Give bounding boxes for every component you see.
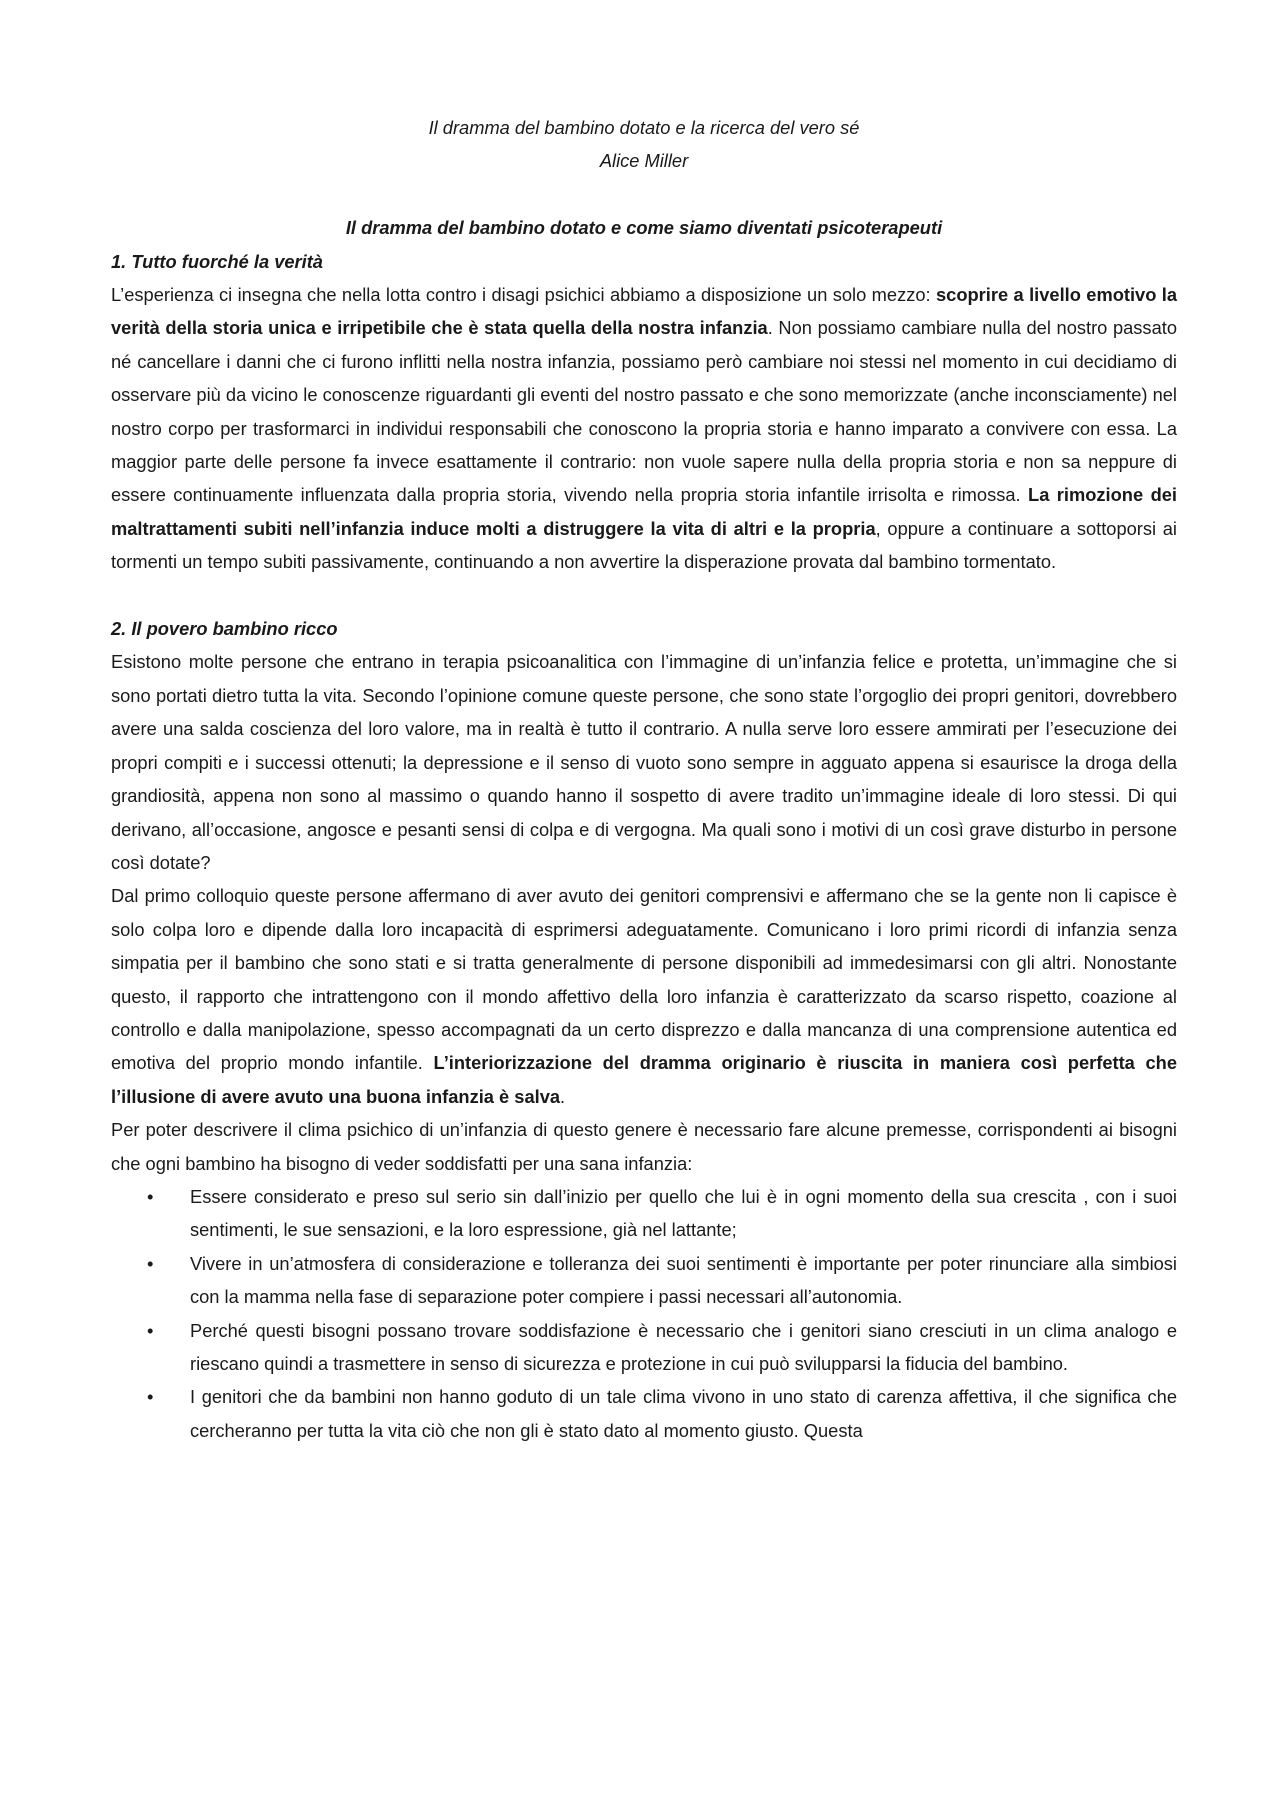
section-heading: 2. Il povero bambino ricco [111, 618, 338, 640]
bullet-list [111, 1180, 1177, 1447]
text-run: . [560, 1085, 566, 1107]
paragraph [111, 278, 1177, 579]
list-item-text: I genitori che da bambini non hanno goduto di un tale clima vivono in uno stato di carenza affettiva, il che significa che cercheranno per tutta la vita ciò che non gli è stato dato al momento giusto. Questa [190, 1386, 1177, 1441]
text-run: Dal primo colloquio queste persone affermano di aver avuto dei genitori comprensivi e affermano che se la gente non li capisce è solo colpa loro e dipende dalla loro incapacità di esprimersi adeguatamente. Comunicano i loro primi ricordi di infanzia senza simpatia per il bambino che sono stati e si tratta generalmente di persone disponibili ad immedesimarsi con gli altri. Nonostante questo, il rapporto che intrattengono con il mondo affettivo della loro infanzia è caratterizzato da scarso rispetto, coazione al controllo e dalla manipolazione, spesso accompagnati da un certo disprezzo e dalla mancanza di una comprensione autentica ed emotiva del proprio mondo infantile. [111, 885, 1177, 1074]
bullet-icon: • [147, 1319, 154, 1341]
bullet-icon: • [147, 1252, 154, 1274]
spacer [111, 178, 1177, 211]
text-run: , oppure a continuare a sottoporsi ai tormenti un tempo subiti passivamente, continuando a non avvertire la disperazione provata dal bambino tormentato. [111, 517, 1177, 573]
document-title: Il dramma del bambino dotato e la ricerca del vero sé [428, 117, 860, 138]
bullet-icon: • [147, 1185, 154, 1207]
paragraph [111, 645, 1177, 879]
bullet-icon: • [147, 1386, 154, 1408]
spacer [111, 579, 1177, 612]
chapter-title: Il dramma del bambino dotato e come siamo diventati psicoterapeuti [345, 217, 943, 239]
text-run: . Non possiamo cambiare nulla del nostro passato né cancellare i danni che ci furono inflitti nella nostra infanzia, possiamo però cambiare noi stessi nel momento in cui decidiamo di osservare più da vicino le conoscenze riguardanti gli eventi del nostro passato e che sono memorizzate (anche inconsciamente) nel nostro corpo per trasformarci in individui responsabili che conoscono la propria storia e hanno imparato a convivere con essa. La maggior parte delle persone fa invece esattamente il contrario: non vuole sapere nulla della propria storia e non sa neppure di essere continuamente influenzata dalla propria storia, vivendo nella propria storia infantile irrisolta e rimossa. [111, 317, 1177, 506]
bold-text: scoprire a livello emotivo la verità della storia unica e irripetibile che è stata quella della nostra infanzia [111, 284, 1178, 339]
document-page [111, 111, 1177, 1447]
bold-text: L’interiorizzazione del dramma originario è riuscita in maniera così perfetta che l’illusione di avere avuto una buona infanzia è salva [111, 1052, 1178, 1107]
list-item [111, 1180, 1177, 1247]
list-item-text: Vivere in un’atmosfera di considerazione e tolleranza dei suoi sentimenti è importante per poter rinunciare alla simbiosi con la mamma nella fase di separazione poter compiere i passi necessari all’autonomia. [190, 1252, 1177, 1308]
list-item-text: Perché questi bisogni possano trovare soddisfazione è necessario che i genitori siano cresciuti in un clima analogo e riescano quindi a trasmettere in senso di sicurezza e protezione in cui può svilupparsi la fiducia del bambino. [190, 1319, 1177, 1374]
text-run: Esistono molte persone che entrano in terapia psicoanalitica con l’immagine di un’infanzia felice e protetta, un’immagine che si sono portati dietro tutta la vita. Secondo l’opinione comune queste persone, che sono state l’orgoglio dei propri genitori, dovrebbero avere una salda coscienza del loro valore, ma in realtà è tutto il contrario. A nulla serve loro essere ammirati per l’esecuzione dei propri compiti e i successi ottenuti; la depressione e il senso di vuoto sono sempre in agguato appena si esaurisce la droga della grandiosità, appena non sono al massimo o quando hanno il sospetto di avere tradito un’immagine ideale di loro stessi. Di qui derivano, all’occasione, angosce e pesanti sensi di colpa e di vergogna. Ma quali sono i motivi di un così grave disturbo in persone così dotate? [111, 651, 1177, 873]
document-author: Alice Miller [599, 150, 689, 172]
list-item-text: Essere considerato e preso sul serio sin dall’inizio per quello che lui è in ogni momento della sua crescita , con i suoi sentimenti, le sue sensazioni, e la loro espressione, già nel lattante; [190, 1185, 1177, 1241]
bold-text: La rimozione dei maltrattamenti subiti nell’infanzia induce molti a distruggere la vita di altri e la propria [111, 484, 1177, 539]
text-run: Per poter descrivere il clima psichico di un’infanzia di questo genere è necessario fare alcune premesse, corrispondenti ai bisogni che ogni bambino ha bisogno di veder soddisfatti per una sana infanzia: [111, 1119, 1177, 1174]
list-item [111, 1380, 1177, 1447]
list-item [111, 1247, 1177, 1314]
paragraph [111, 879, 1177, 1113]
text-run: L’esperienza ci insegna che nella lotta contro i disagi psichici abbiamo a disposizione un solo mezzo: [111, 284, 936, 306]
list-item [111, 1314, 1177, 1381]
section-body [111, 278, 1177, 579]
section-heading: 1. Tutto fuorché la verità [111, 250, 323, 272]
paragraph [111, 1113, 1177, 1180]
section-body [111, 645, 1177, 1180]
